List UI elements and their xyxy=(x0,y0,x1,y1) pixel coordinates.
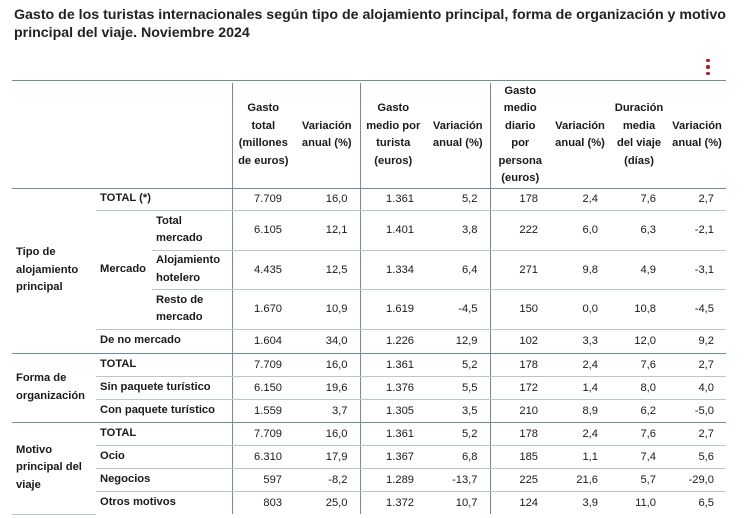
cell: 222 xyxy=(490,210,550,250)
cell: 21,6 xyxy=(550,468,610,491)
cell: 5,2 xyxy=(426,422,490,445)
cell: 1.361 xyxy=(360,422,426,445)
table-row xyxy=(12,353,726,376)
cell: 1.372 xyxy=(386,496,415,509)
cell: 8,9 xyxy=(550,399,610,422)
cell: 12,9 xyxy=(426,329,490,353)
cell: 271 xyxy=(490,250,550,289)
header-gasto-diario: Gasto medio diario por persona (euros) xyxy=(490,83,550,188)
cell: -8,2 xyxy=(294,468,360,491)
header-gasto-total: Gasto total (millones de euros) xyxy=(232,83,294,188)
cell: 2,7 xyxy=(668,422,726,445)
header-row xyxy=(12,83,726,188)
cell: 225 xyxy=(490,468,550,491)
cell: 16,0 xyxy=(294,353,360,376)
cell: 7.709 xyxy=(232,353,294,376)
cell: 597 xyxy=(232,468,294,491)
cell: 1.376 xyxy=(360,376,426,399)
header-blank xyxy=(12,83,232,188)
cell: 1.401 xyxy=(360,210,426,250)
cell: 6,5 xyxy=(698,496,715,509)
subgroup-label-mercado: Mercado xyxy=(96,210,152,329)
row-label: Ocio xyxy=(96,445,232,468)
cell: 6,8 xyxy=(426,445,490,468)
cell: 12,5 xyxy=(294,250,360,289)
header-duracion: Duración media del viaje (días) xyxy=(610,83,668,188)
row-label: TOTAL (*) xyxy=(96,188,232,210)
cell: 2,7 xyxy=(668,353,726,376)
table-row xyxy=(12,329,726,353)
cell: 0,0 xyxy=(550,289,610,329)
cell: 178 xyxy=(490,188,550,210)
cell: 210 xyxy=(490,399,550,422)
cell: 5,2 xyxy=(426,188,490,210)
header-variacion-4: Variación anual (%) xyxy=(668,83,726,188)
cell: 16,0 xyxy=(294,422,360,445)
cell: 1.289 xyxy=(360,468,426,491)
row-label: Total mercado xyxy=(152,210,232,250)
cell: 1.367 xyxy=(360,445,426,468)
cell: 2,4 xyxy=(550,353,610,376)
cell: 1,4 xyxy=(550,376,610,399)
header-gasto-medio: Gasto medio por turista (euros) xyxy=(360,83,426,188)
table-row xyxy=(12,468,726,491)
row-label: Con paquete turístico xyxy=(96,399,232,422)
cell: 4,0 xyxy=(668,376,726,399)
cell: 5,5 xyxy=(426,376,490,399)
cell: 7,6 xyxy=(610,353,668,376)
cell: 8,0 xyxy=(610,376,668,399)
group-label-forma: Forma de organización xyxy=(12,353,96,422)
cell: 3,5 xyxy=(426,399,490,422)
cell: 3,7 xyxy=(294,399,360,422)
cell: 4,9 xyxy=(610,250,668,289)
header-variacion-3: Variación anual (%) xyxy=(550,83,610,188)
row-label: TOTAL xyxy=(96,422,232,445)
cell: 10,8 xyxy=(610,289,668,329)
cell: 803 xyxy=(263,496,283,509)
row-label: Otros motivos xyxy=(96,491,232,514)
cell: 7,6 xyxy=(610,422,668,445)
cell: -5,0 xyxy=(668,399,726,422)
cell: 12,1 xyxy=(294,210,360,250)
row-label: Alojamiento hotelero xyxy=(152,250,232,289)
cell: -3,1 xyxy=(668,250,726,289)
page-title: Gasto de los turistas internacionales según tipo de alojamiento principal, forma de organización y motivo principal del viaje. Noviembre 2024 xyxy=(14,7,726,41)
row-label: Sin paquete turístico xyxy=(96,376,232,399)
cell: 9,8 xyxy=(550,250,610,289)
table-row xyxy=(12,188,726,210)
table-row xyxy=(12,210,726,250)
row-label: TOTAL xyxy=(96,353,232,376)
cell: 1,1 xyxy=(550,445,610,468)
cell: 5,2 xyxy=(426,353,490,376)
cell: 9,2 xyxy=(668,329,726,353)
cell: 1.305 xyxy=(360,399,426,422)
cell: 6.310 xyxy=(232,445,294,468)
cell: 5,7 xyxy=(610,468,668,491)
cell: 12,0 xyxy=(610,329,668,353)
cell: 185 xyxy=(490,445,550,468)
row-label: Negocios xyxy=(96,468,232,491)
group-label-motivo: Motivo principal del viaje xyxy=(12,422,96,514)
cell: -4,5 xyxy=(426,289,490,329)
cell: 34,0 xyxy=(294,329,360,353)
cell: 172 xyxy=(490,376,550,399)
cell: 1.334 xyxy=(360,250,426,289)
cell: 178 xyxy=(490,422,550,445)
cell: 1.604 xyxy=(232,329,294,353)
cell: 5,6 xyxy=(668,445,726,468)
cell: -29,0 xyxy=(668,468,726,491)
row-label: De no mercado xyxy=(96,329,232,353)
cell: -2,1 xyxy=(668,210,726,250)
header-variacion-1: Variación anual (%) xyxy=(294,83,360,188)
cell: 11,0 xyxy=(635,496,657,509)
cell: 3,9 xyxy=(582,496,599,509)
row-label: Resto de mercado xyxy=(152,289,232,329)
table-row xyxy=(12,422,726,445)
table-row xyxy=(12,445,726,468)
cell: 10,7 xyxy=(426,491,490,514)
vertical-dots-menu-icon[interactable] xyxy=(704,59,712,75)
cell: 1.226 xyxy=(360,329,426,353)
cell: 1.619 xyxy=(360,289,426,329)
cell: 2,7 xyxy=(668,188,726,210)
cell: 4.435 xyxy=(232,250,294,289)
cell: -4,5 xyxy=(668,289,726,329)
cell: 7,6 xyxy=(610,188,668,210)
group-label-tipo: Tipo de alojamiento principal xyxy=(12,188,96,353)
cell: 1.361 xyxy=(360,353,426,376)
cell: 102 xyxy=(490,329,550,353)
table-row xyxy=(12,399,726,422)
cell: 19,6 xyxy=(294,376,360,399)
cell: 25,0 xyxy=(294,491,360,514)
table-row xyxy=(12,376,726,399)
cell: 2,4 xyxy=(550,188,610,210)
cell: 150 xyxy=(490,289,550,329)
cell: 6.150 xyxy=(232,376,294,399)
cell: 7.709 xyxy=(232,188,294,210)
cell: 3,8 xyxy=(426,210,490,250)
cell: 16,0 xyxy=(294,188,360,210)
cell: 6,2 xyxy=(610,399,668,422)
table-row xyxy=(12,491,726,514)
table-top-border xyxy=(12,80,726,81)
cell: 7,4 xyxy=(610,445,668,468)
cell: 1.361 xyxy=(360,188,426,210)
cell: 6.105 xyxy=(232,210,294,250)
data-table xyxy=(12,83,726,515)
header-variacion-2: Variación anual (%) xyxy=(426,83,490,188)
cell: 1.559 xyxy=(232,399,294,422)
cell: -13,7 xyxy=(426,468,490,491)
cell: 124 xyxy=(519,496,539,509)
cell: 7.709 xyxy=(232,422,294,445)
cell: 17,9 xyxy=(294,445,360,468)
cell: 3,3 xyxy=(550,329,610,353)
cell: 6,4 xyxy=(426,250,490,289)
cell: 2,4 xyxy=(550,422,610,445)
cell: 10,9 xyxy=(294,289,360,329)
cell: 6,3 xyxy=(610,210,668,250)
cell: 178 xyxy=(490,353,550,376)
cell: 1.670 xyxy=(232,289,294,329)
cell: 6,0 xyxy=(550,210,610,250)
